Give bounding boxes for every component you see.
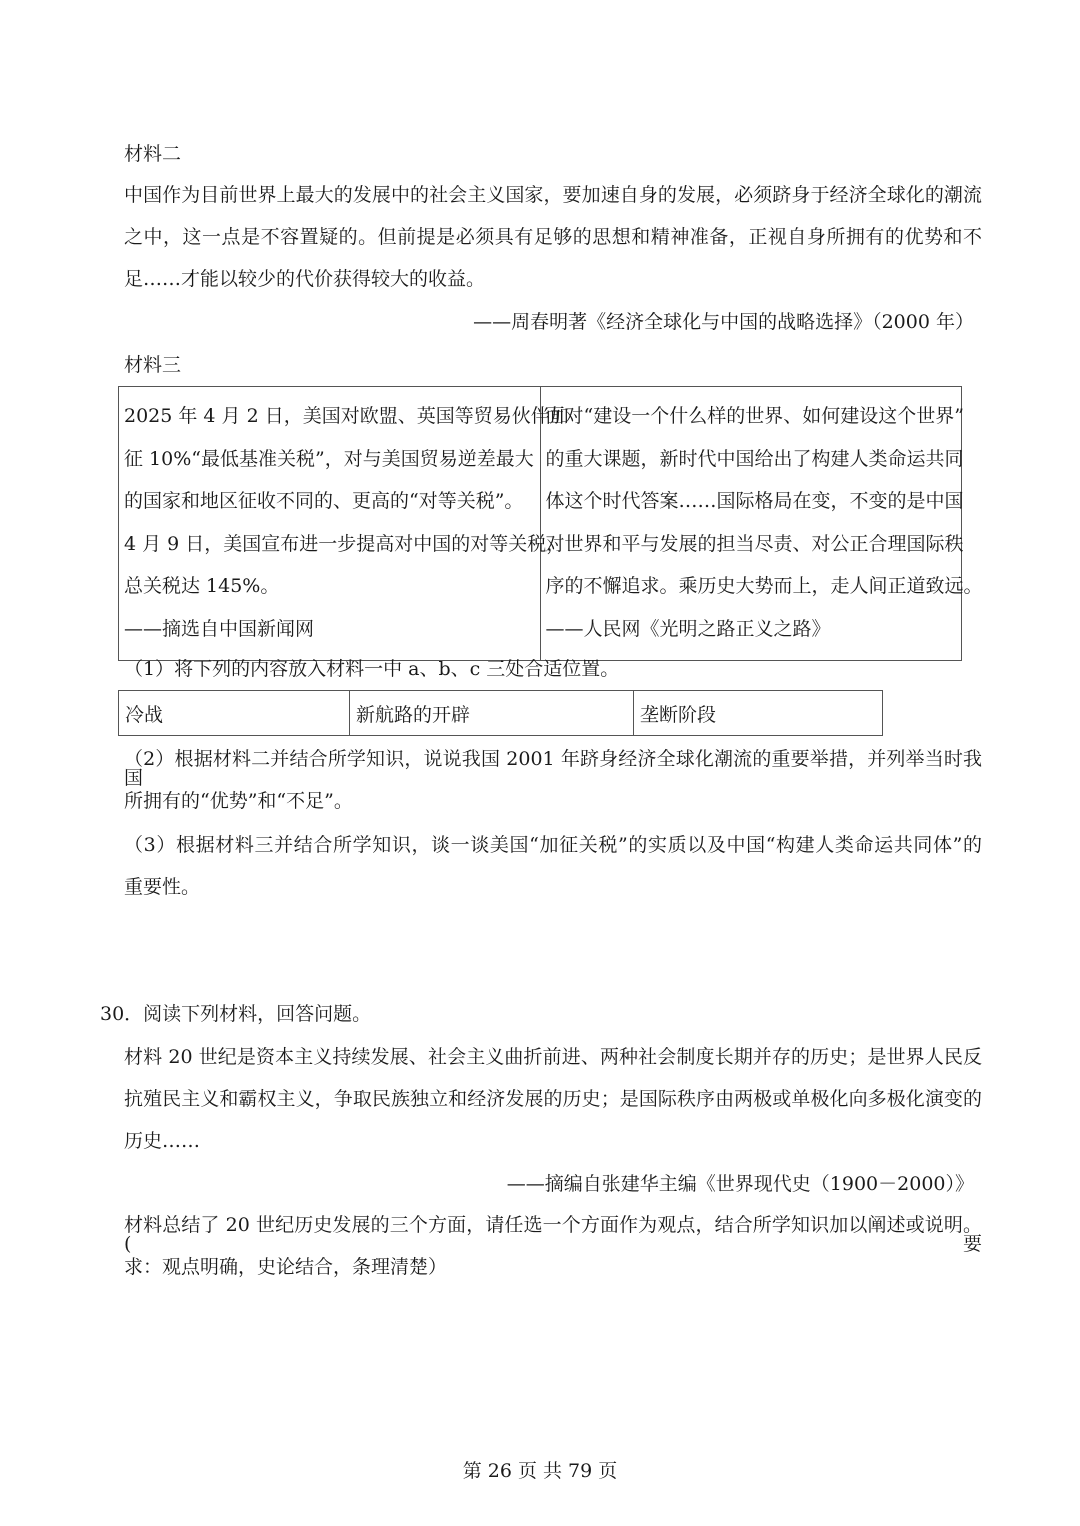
q30-task-line-2: 求：观点明确，史论结合，条理清楚） — [124, 1256, 448, 1278]
page-number-footer: 第 26 页 共 79 页 — [462, 1460, 618, 1482]
option-cold-war: 冷战 — [119, 691, 350, 736]
material3-right-line-4: 对世界和平与发展的担当尽责、对公正合理国际秩 — [545, 532, 964, 555]
option-new-routes: 新航路的开辟 — [350, 691, 634, 736]
material3-right-source: ——人民网《光明之路正义之路》 — [545, 617, 831, 640]
q30-material-line-1: 材料 20 世纪是资本主义持续发展、社会主义曲折前进、两种社会制度长期并存的历史；是世界人民反 — [124, 1046, 982, 1068]
question-2-line-1: （2）根据材料二并结合所学知识，说说我国 2001 年跻身经济全球化潮流的重要举措，并列举当时我国 — [124, 748, 982, 789]
material3-left-line-5: 总关税达 145%。 — [124, 575, 280, 597]
material2-source: ——周春明著《经济全球化与中国的战略选择》（2000 年） — [473, 311, 974, 333]
q30-source: ——摘编自张建华主编《世界现代史（1900－2000）》 — [506, 1173, 974, 1195]
q30-material-line-3: 历史…… — [124, 1130, 201, 1152]
question-3-line-1: （3）根据材料三并结合所学知识，谈一谈美国“加征关税”的实质以及中国“构建人类命运共同体”的 — [124, 834, 982, 856]
material3-right-line-2: 的重大课题，新时代中国给出了构建人类命运共同 — [545, 447, 964, 470]
question-3-line-2: 重要性。 — [124, 876, 201, 898]
material3-right-line-1: 面对“建设一个什么样的世界、如何建设这个世界” — [545, 405, 964, 427]
material3-left-line-2: 征 10%“最低基准关税”，对与美国贸易逆差最大 — [124, 447, 534, 470]
material3-left-line-3: 的国家和地区征收不同的、更高的“对等关税”。 — [124, 490, 524, 512]
q30-material-line-2: 抗殖民主义和霸权主义，争取民族独立和经济发展的历史；是国际秩序由两极或单极化向多极化演变的 — [124, 1088, 982, 1110]
material2-line-3: 足……才能以较少的代价获得较大的收益。 — [124, 268, 486, 290]
material3-right-line-5: 序的不懈追求。乘历史大势而上，走人间正道致远。 — [545, 575, 983, 597]
option-monopoly-stage: 垄断阶段 — [634, 691, 883, 736]
material2-line-1: 中国作为目前世界上最大的发展中的社会主义国家，要加速自身的发展，必须跻身于经济全球化的潮流 — [124, 184, 982, 206]
material2-line-2: 之中，这一点是不容置疑的。但前提是必须具有足够的思想和精神准备，正视自身所拥有的优势和不 — [124, 226, 982, 248]
question-30-heading: 30．阅读下列材料，回答问题。 — [100, 1003, 372, 1025]
material3-right-cell — [540, 387, 983, 661]
material3-left-line-1: 2025 年 4 月 2 日，美国对欧盟、英国等贸易伙伴加 — [124, 405, 569, 427]
material3-right-line-3: 体这个时代答案……国际格局在变，不变的是中国 — [545, 490, 964, 512]
material3-left-line-4: 4 月 9 日，美国宣布进一步提高对中国的对等关税， — [124, 532, 566, 555]
question-1: （1）将下列的内容放入材料一中 a、b、c 三处合适位置。 — [124, 658, 620, 680]
q30-task-line-1: 材料总结了 20 世纪历史发展的三个方面，请任选一个方面作为观点，结合所学知识加以阐述或说明。(要 — [124, 1214, 982, 1255]
question-2-line-2: 所拥有的“优势”和“不足”。 — [124, 790, 353, 812]
options-table — [118, 690, 883, 736]
material2-title: 材料二 — [124, 143, 182, 165]
material3-title: 材料三 — [124, 354, 182, 376]
material3-left-cell — [119, 387, 569, 661]
material3-left-source: ——摘选自中国新闻网 — [124, 617, 315, 640]
material3-table — [118, 386, 983, 661]
